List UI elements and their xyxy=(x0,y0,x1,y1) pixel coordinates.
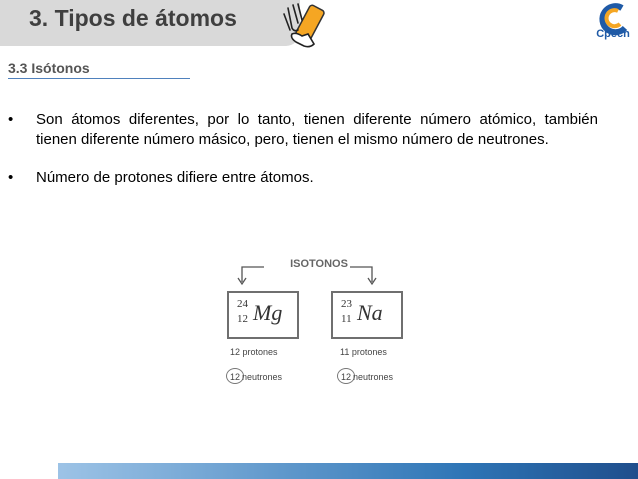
bullet-text: Número de protones difiere entre átomos. xyxy=(36,169,314,186)
bullet-text: Son átomos diferentes, por lo tanto, tienen diferente número atómico, también tienen diferente número másico, pero, tienen el mismo número de neutrones. xyxy=(36,111,598,148)
mass-number: 23 xyxy=(341,298,352,310)
logo-text: Cpech xyxy=(596,28,630,40)
footer-bar xyxy=(58,463,638,479)
atomic-number: 12 xyxy=(237,313,248,325)
subtitle-underline xyxy=(8,78,190,79)
neutrons-label: neutrones xyxy=(242,372,283,382)
atomic-number: 11 xyxy=(341,313,352,325)
bullet-list xyxy=(8,110,598,188)
neutrons-number: 12 xyxy=(341,372,352,382)
bullet-item xyxy=(8,168,598,188)
protons-count: 11 protones xyxy=(340,347,387,357)
element-symbol: Mg xyxy=(253,300,283,325)
element-symbol: Na xyxy=(357,300,383,325)
hand-pointer-icon xyxy=(280,0,332,48)
bullet-dot-icon: • xyxy=(8,169,14,186)
neutrons-number: 12 xyxy=(230,372,241,382)
bullet-dot-icon: • xyxy=(8,111,14,128)
right-bracket-arrow-icon xyxy=(348,262,378,286)
protons-count: 12 protones xyxy=(230,347,278,357)
left-bracket-arrow-icon xyxy=(236,262,266,286)
bullet-item xyxy=(8,110,598,150)
isotonos-label: ISOTONOS xyxy=(290,258,348,270)
mass-number: 24 xyxy=(237,298,248,310)
neutrons-label: neutrones xyxy=(353,372,394,382)
section-subtitle: 3.3 Isótonos xyxy=(8,60,90,76)
atom-box-mg xyxy=(227,291,299,339)
atom-box-na xyxy=(331,291,403,339)
slide-title: 3. Tipos de átomos xyxy=(29,5,237,31)
